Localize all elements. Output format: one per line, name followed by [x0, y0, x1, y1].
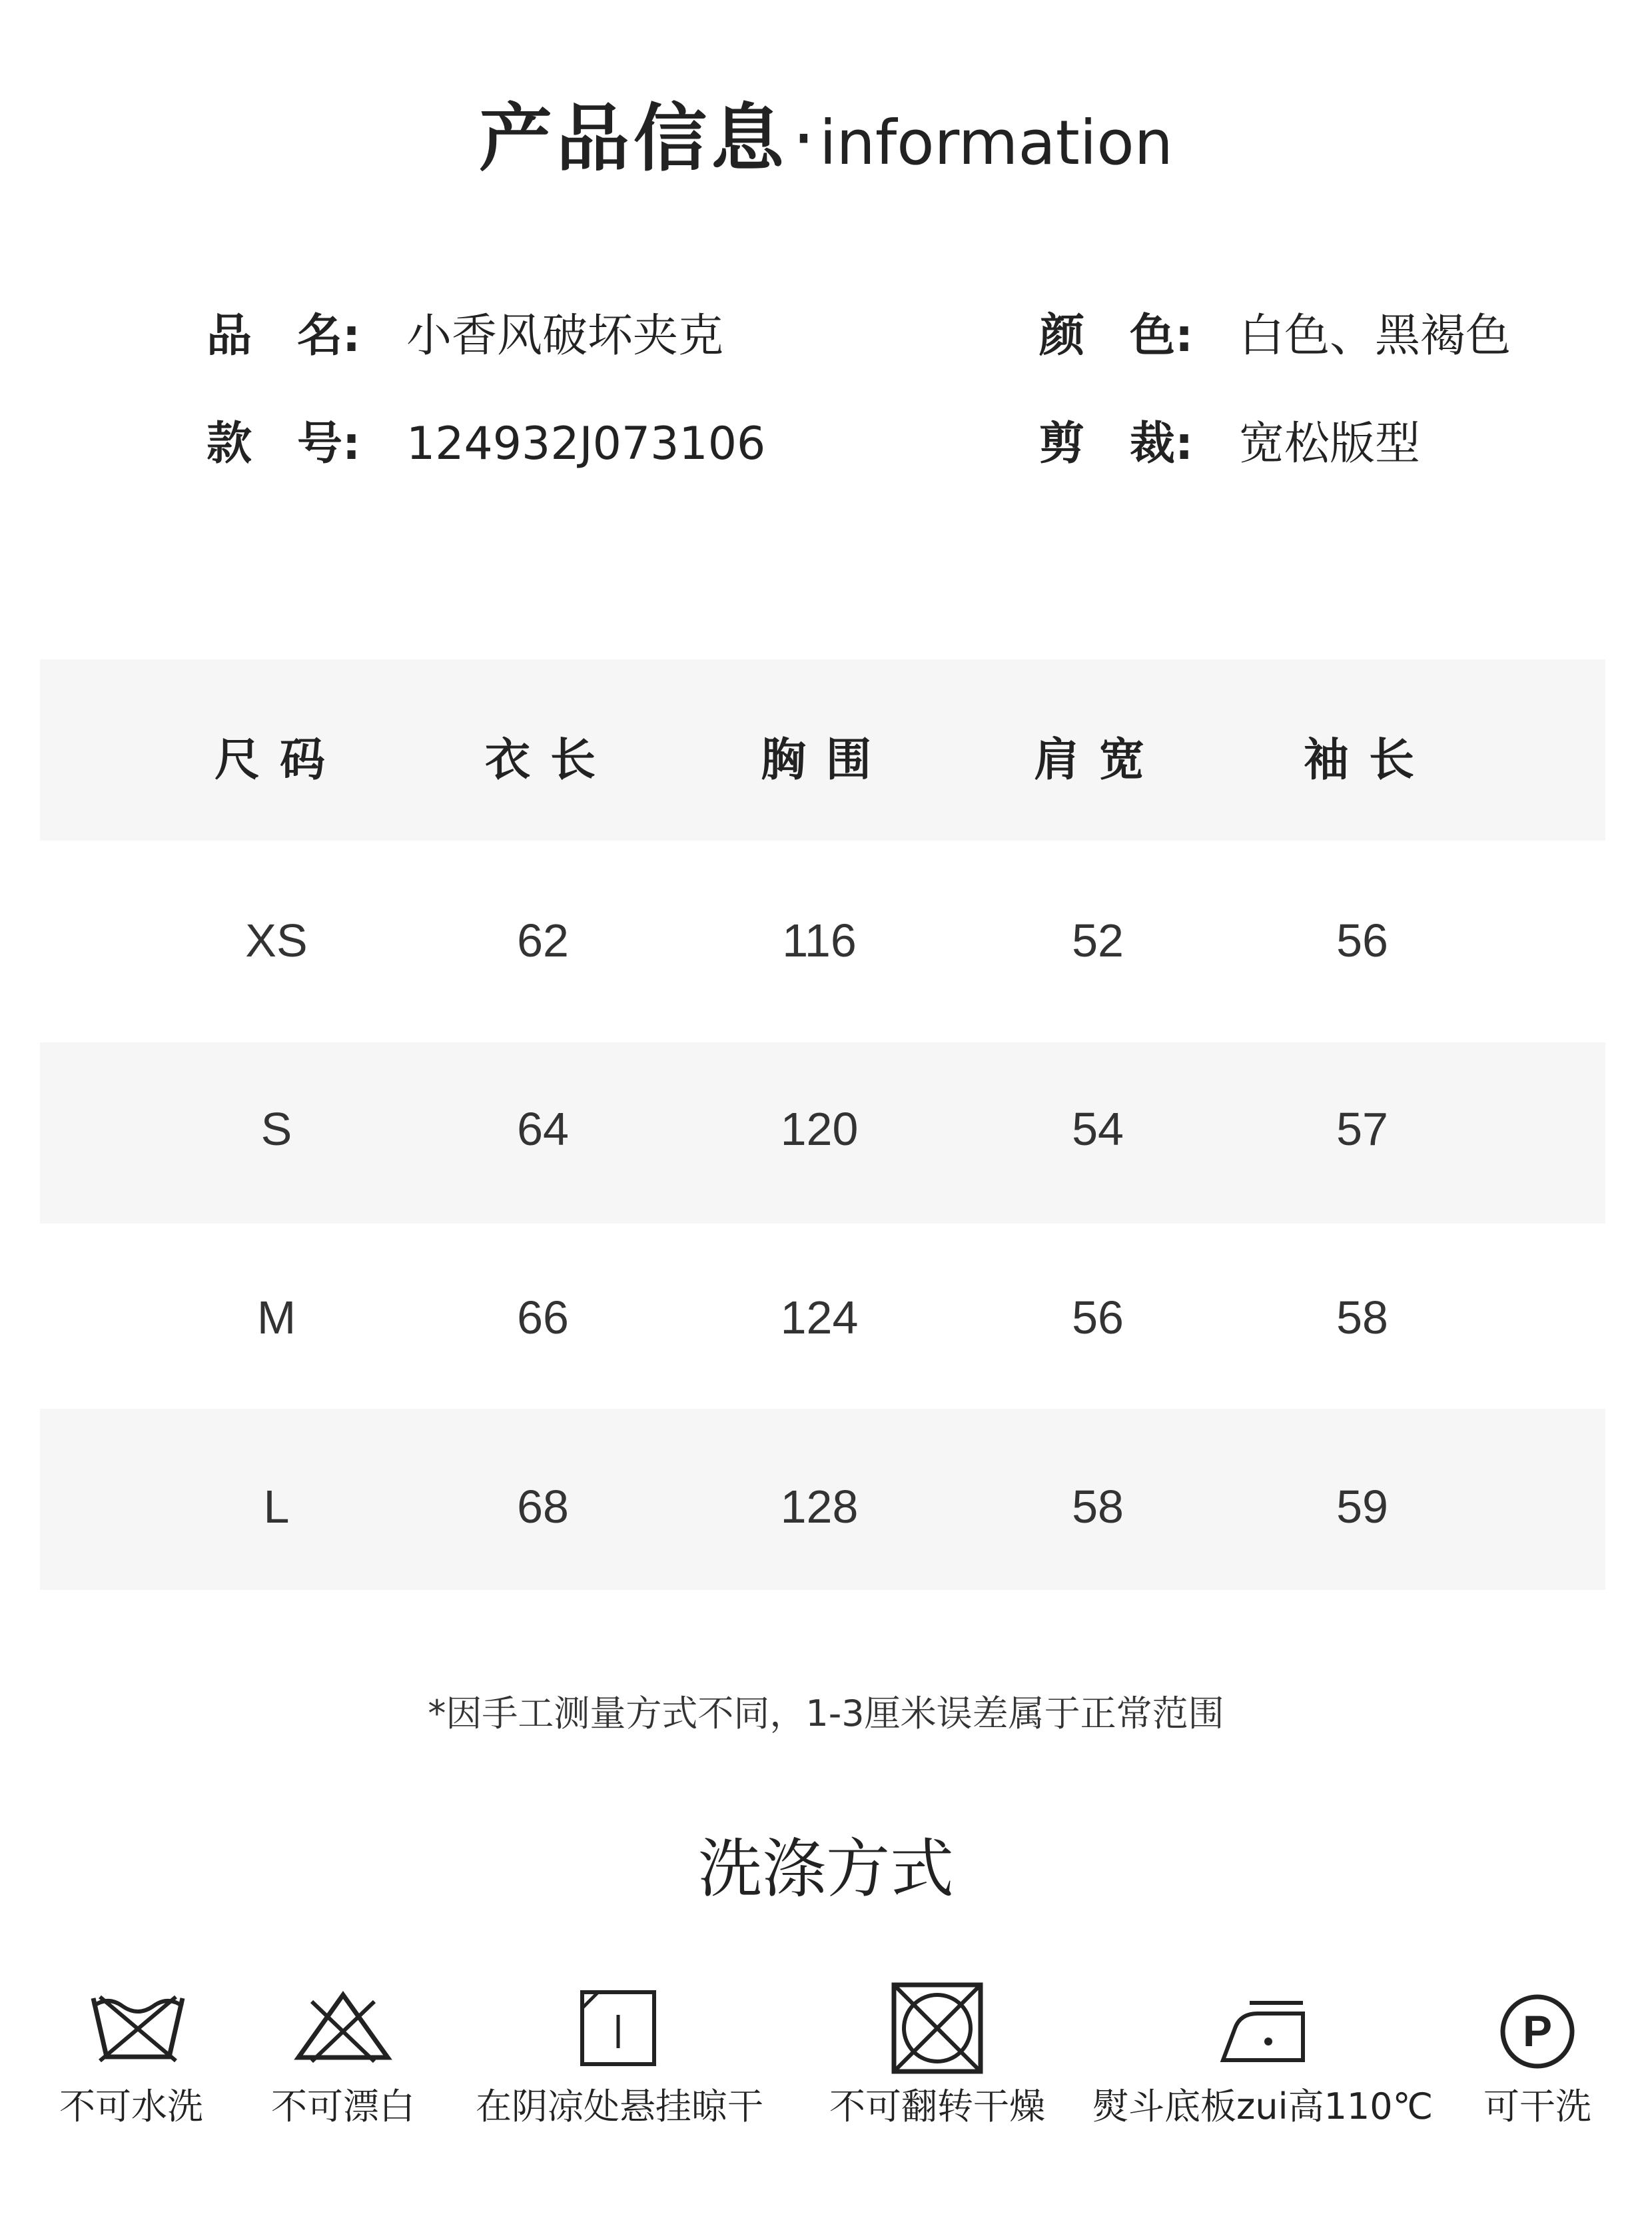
row-m-length: 66 — [517, 1292, 569, 1343]
row-l-length: 68 — [517, 1481, 569, 1533]
wash-section-title: 洗涤方式 — [698, 1832, 954, 1906]
header-chest: 胸围 — [760, 734, 891, 787]
header-sleeve: 袖长 — [1303, 734, 1434, 787]
header-length: 衣长 — [484, 734, 616, 787]
iron-low-icon — [1218, 1995, 1311, 2068]
info-style-value: 124932J073106 — [406, 418, 766, 470]
row-s-chest: 120 — [780, 1103, 859, 1155]
row-xs-size: XS — [245, 915, 308, 966]
row-l-size: L — [263, 1481, 290, 1533]
row-s-shoulder: 54 — [1072, 1103, 1124, 1155]
title-cn: 产品信息 — [479, 96, 789, 181]
row-s-size: S — [260, 1103, 292, 1155]
row-m-size: M — [256, 1292, 296, 1343]
info-cut — [1039, 408, 1420, 472]
title-en: information — [819, 107, 1173, 179]
row-m-sleeve: 58 — [1336, 1292, 1388, 1343]
title-dot: · — [792, 96, 815, 181]
row-l-sleeve: 59 — [1336, 1481, 1388, 1533]
info-cut-label: 剪 裁: — [1039, 418, 1194, 470]
row-xs-sleeve: 56 — [1336, 915, 1388, 966]
info-cut-value: 宽松版型 — [1239, 418, 1421, 470]
care-label-no-wash: 不可水洗 — [59, 2085, 203, 2127]
dry-clean-p-icon — [1497, 1992, 1577, 2071]
row-xs-length: 62 — [517, 915, 569, 966]
header-size: 尺码 — [214, 734, 345, 787]
row-xs-chest: 116 — [782, 915, 857, 966]
info-name — [206, 300, 723, 364]
info-name-label: 品 名: — [206, 310, 361, 362]
row-l-shoulder: 58 — [1072, 1481, 1124, 1533]
no-bleach-icon — [293, 1988, 393, 2065]
info-color — [1039, 300, 1511, 364]
care-label-line-dry: 在阴凉处悬挂晾干 — [476, 2085, 763, 2127]
row-m-chest: 124 — [780, 1292, 859, 1343]
row-s-length: 64 — [517, 1103, 569, 1155]
info-style-label: 款 号: — [206, 418, 361, 470]
svg-text:P: P — [1522, 2006, 1553, 2055]
care-label-dry-clean: 可干洗 — [1483, 2085, 1591, 2127]
no-tumble-dry-icon — [887, 1978, 987, 2078]
row-s-sleeve: 57 — [1336, 1103, 1388, 1155]
info-color-label: 颜 色: — [1039, 310, 1194, 362]
care-label-no-bleach: 不可漂白 — [271, 2085, 415, 2127]
care-label-no-tumble: 不可翻转干燥 — [829, 2085, 1045, 2127]
line-dry-shade-icon — [578, 1988, 658, 2068]
info-name-value: 小香风破坏夹克 — [406, 310, 724, 362]
measurement-note: *因手工测量方式不同，1-3厘米误差属于正常范围 — [428, 1692, 1224, 1734]
row-xs-shoulder: 52 — [1072, 915, 1124, 966]
row-l-chest: 128 — [780, 1481, 859, 1533]
info-color-value: 白色、黑褐色 — [1239, 310, 1511, 362]
header-shoulder: 肩宽 — [1033, 734, 1164, 787]
care-label-iron: 熨斗底板zui高110℃ — [1092, 2085, 1434, 2127]
no-wash-icon — [88, 1992, 188, 2065]
page-title — [0, 80, 1652, 185]
info-style-number — [206, 408, 765, 472]
row-m-shoulder: 56 — [1072, 1292, 1124, 1343]
